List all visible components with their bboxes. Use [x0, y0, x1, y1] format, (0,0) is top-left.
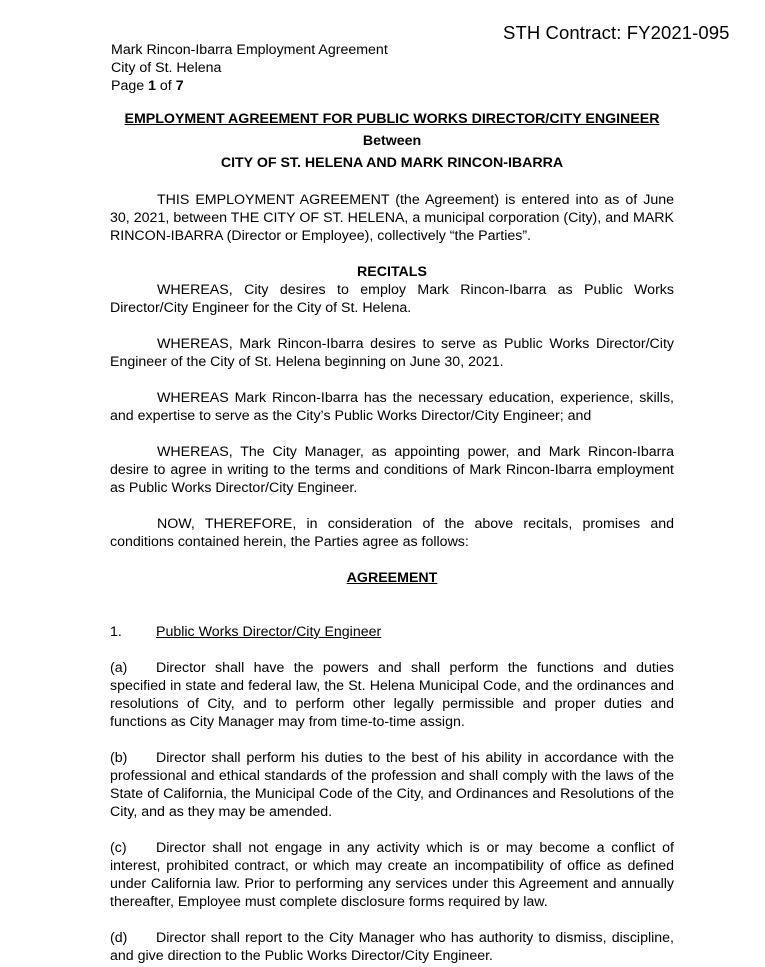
- page-indicator: [111, 77, 388, 95]
- section-number: 1.: [110, 624, 122, 640]
- page-word: Page: [111, 78, 149, 94]
- recital-paragraph: WHEREAS, Mark Rincon-Ibarra desires to serve as Public Works Director/City Engineer of the City of St. Helena beginning on June 30, 2021.: [110, 336, 674, 370]
- page-of: of: [155, 78, 176, 94]
- header-agreement-name: Mark Rincon-Ibarra Employment Agreement: [111, 42, 388, 58]
- recitals-heading: RECITALS: [357, 264, 427, 280]
- clause-text: Director shall report to the City Manager who has authority to dismiss, discipline, and give direction to the Public Works Director/City Engineer.: [110, 930, 674, 964]
- recital-paragraph: WHEREAS, City desires to employ Mark Rincon-Ibarra as Public Works Director/City Engineer for the City of St. Helena.: [110, 282, 674, 316]
- contract-id: STH Contract: FY2021-095: [503, 22, 730, 43]
- clause-text: Director shall perform his duties to the best of his ability in accordance with the professional and ethical standards of the profession and shall comply with the laws of the State of California, the Municipal Code of the City, and Ordinances and Resolutions of the City, and as they may be amended.: [110, 750, 674, 820]
- clause-text: Director shall not engage in any activity which is or may become a conflict of interest, prohibited contract, or which may create an incompatibility of office as defined under California law. Prior to performing any services under this Agreement and annually thereafter, Employee must complete disclosure forms required by law.: [110, 840, 674, 910]
- section-heading: [110, 623, 674, 641]
- document-header: [111, 41, 388, 95]
- recital-paragraph: WHEREAS, The City Manager, as appointing power, and Mark Rincon-Ibarra desire to agree in writing to the terms and conditions of Mark Rincon-Ibarra employment as Public Works Director/City Engineer.: [110, 444, 674, 496]
- clause-text: Director shall have the powers and shall perform the functions and duties specified in state and federal law, the St. Helena Municipal Code, and the ordinances and resolutions of City, and to perform other legally permissible and proper duties and functions as City Manager may from time-to-time assign.: [110, 660, 674, 730]
- intro-paragraph: THIS EMPLOYMENT AGREEMENT (the Agreement) is entered into as of June 30, 2021, between THE CITY OF ST. HELENA, a municipal corporation (City), and MARK RINCON-IBARRA (Director or Employee), collectively “the Parties”.: [110, 192, 674, 244]
- clause-paragraph: [110, 839, 674, 911]
- page-total: 7: [175, 78, 184, 94]
- now-therefore-paragraph: NOW, THEREFORE, in consideration of the above recitals, promises and conditions contained herein, the Parties agree as follows:: [110, 516, 674, 550]
- clause-paragraph: [110, 929, 674, 965]
- section-title: Public Works Director/City Engineer: [156, 624, 382, 640]
- clause-label: (d): [110, 930, 128, 946]
- document-body: [110, 110, 674, 965]
- clause-label: (a): [110, 660, 128, 676]
- clause-label: (c): [110, 840, 127, 856]
- page-number: 1: [148, 78, 156, 94]
- between-label: Between: [362, 133, 422, 149]
- clause-paragraph: [110, 659, 674, 731]
- header-city: City of St. Helena: [111, 60, 222, 76]
- recital-paragraph: WHEREAS Mark Rincon-Ibarra has the necessary education, experience, skills, and expertise to serve as the City’s Public Works Director/City Engineer; and: [110, 390, 674, 424]
- document-title: EMPLOYMENT AGREEMENT FOR PUBLIC WORKS DIRECTOR/CITY ENGINEER: [124, 111, 660, 127]
- clause-paragraph: [110, 749, 674, 821]
- clause-label: (b): [110, 750, 128, 766]
- parties-heading: CITY OF ST. HELENA AND MARK RINCON-IBARRA: [220, 155, 564, 171]
- agreement-heading: AGREEMENT: [346, 570, 438, 586]
